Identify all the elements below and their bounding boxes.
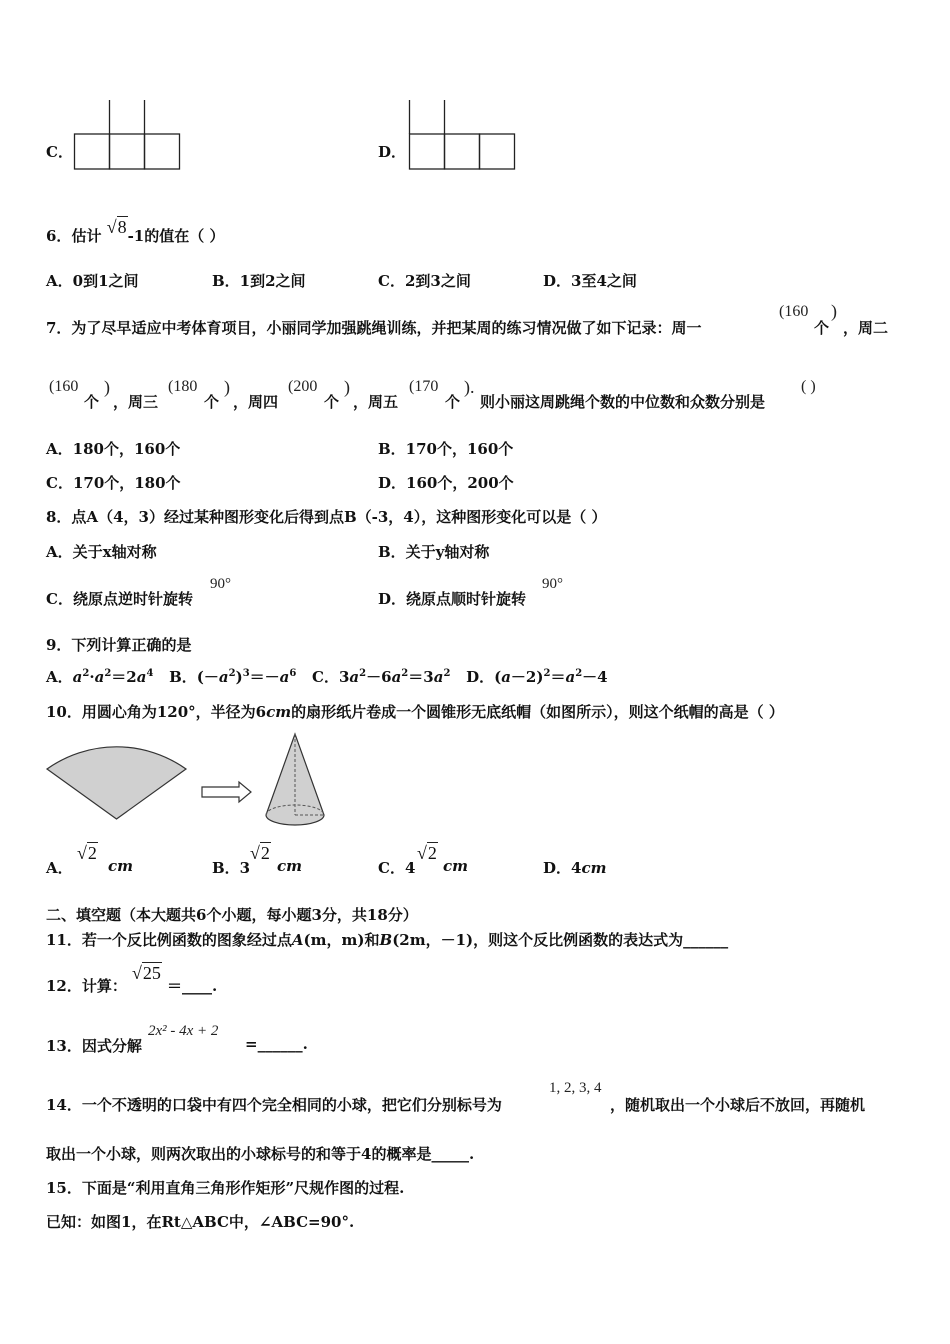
q9-options: A．$a^2\cdot a^2=2a^4$ B．$(-a^2)^3=-a^6$ C．$3a^2-6a^2=3a^2$ D．$(a-2)^2=a^2-4$ — [46, 668, 608, 686]
q8-option-b: B．关于y轴对称 — [378, 543, 490, 561]
cone-shape — [266, 734, 324, 825]
arrow-shape — [202, 782, 251, 802]
sector-shape — [47, 747, 186, 819]
q7-friday-unit: 个 — [445, 393, 461, 411]
q7-thursday-close: ) — [344, 377, 350, 397]
q13-answer-blank: =______. — [245, 1035, 308, 1053]
q13-expression: 2x² - 4x + 2 — [148, 1023, 219, 1039]
q10-stem: 10．用圆心角为120°，半径为6cm的扇形纸片卷成一个圆锥形无底纸帽（如图所示），则这个纸帽的高是（ ） — [46, 703, 784, 721]
q7-monday-unit: 个 — [814, 319, 830, 337]
q10-option-b: B．3 — [212, 859, 251, 877]
q7-option-b: B．170个，160个 — [378, 440, 514, 458]
q6-option-a: A．0到1之间 — [46, 272, 139, 290]
q15-given: 已知：如图1，在Rt△ABC中，∠ABC=90°. — [46, 1213, 355, 1231]
net-figure-d — [409, 100, 517, 172]
option-d-label: D． — [378, 143, 407, 161]
q7-thursday-unit: 个 — [324, 393, 340, 411]
q12-label: 12．计算： — [46, 977, 127, 995]
q8-option-d-angle: 90° — [542, 576, 563, 592]
q6-option-d: D．3至4之间 — [543, 272, 637, 290]
q10-figure — [44, 732, 344, 837]
q14-ball-labels: 1, 2, 3, 4 — [549, 1080, 602, 1096]
q14-stem-end: ，随机取出一个小球后不放回，再随机 — [610, 1096, 866, 1114]
q7-tuesday-close: ) — [104, 377, 110, 397]
q7-option-d: D．160个，200个 — [378, 474, 514, 492]
q7-thursday-value: (200 — [288, 378, 318, 395]
q7-stem-line1: 7．为了尽早适应中考体育项目，小丽同学加强跳绳训练，并把某周的练习情况做了如下记录：周一 — [46, 319, 702, 337]
q8-stem: 8．点A（4，3）经过某种图形变化后得到点B（-3，4），这种图形变化可以是（ ） — [46, 508, 607, 526]
q10-option-a-root: √2 — [77, 843, 97, 863]
q6-option-b: B．1到2之间 — [212, 272, 306, 290]
q7-wednesday-label: ，周三 — [113, 393, 159, 411]
option-c-label: C． — [46, 143, 73, 161]
q12-answer-blank: ＝____. — [167, 977, 218, 995]
q15-stem: 15．下面是“利用直角三角形作矩形”尺规作图的过程. — [46, 1179, 405, 1197]
q6-stem: 6．估计 √8-1的值在（ ） — [46, 217, 225, 245]
q14-stem-line2: 取出一个小球，则两次取出的小球标号的和等于4的概率是_____. — [46, 1145, 475, 1163]
q7-thursday-label: ，周四 — [233, 393, 279, 411]
q10-option-b-unit: cm — [277, 857, 303, 875]
q12-root: √25 — [132, 963, 161, 983]
q6-option-c: C．2到3之间 — [378, 272, 471, 290]
q8-option-d: D．绕原点顺时针旋转 — [378, 590, 527, 608]
q13-label: 13．因式分解 — [46, 1037, 142, 1055]
q10-option-a: A． — [46, 859, 73, 877]
q7-wednesday-value: (180 — [168, 378, 198, 395]
q7-option-a: A．180个，160个 — [46, 440, 181, 458]
q7-wednesday-close: ) — [224, 377, 230, 397]
section-2-heading: 二、填空题（本大题共6个小题，每小题3分，共18分） — [46, 906, 418, 924]
q7-monday-value: (160 — [779, 303, 809, 320]
q7-friday-value: (170 — [409, 378, 439, 395]
q11-stem: 11．若一个反比例函数的图象经过点A(m，m)和B(2m，－1)，则这个反比例函数的表达式为______ — [46, 931, 729, 949]
q10-option-c-unit: cm — [443, 857, 469, 875]
q7-tuesday-value: (160 — [49, 378, 79, 395]
q9-stem: 9．下列计算正确的是 — [46, 636, 192, 654]
q7-monday-close: ) — [831, 301, 837, 321]
q7-answer-paren: ( ) — [801, 378, 816, 395]
q7-question: 则小丽这周跳绳个数的中位数和众数分别是 — [480, 393, 766, 411]
q7-option-c: C．170个，180个 — [46, 474, 181, 492]
q10-option-c-root: √2 — [417, 843, 437, 863]
q8-option-c-angle: 90° — [210, 576, 231, 592]
q8-option-c: C．绕原点逆时针旋转 — [46, 590, 193, 608]
q14-stem-start: 14．一个不透明的口袋中有四个完全相同的小球，把它们分别标号为 — [46, 1096, 502, 1114]
net-figure-c — [74, 100, 182, 172]
q7-tuesday-label: ，周二 — [843, 319, 889, 337]
q7-tuesday-unit: 个 — [84, 393, 100, 411]
q10-option-a-unit: cm — [108, 857, 134, 875]
q8-option-a: A．关于x轴对称 — [46, 543, 157, 561]
q10-option-d: D．4cm — [543, 859, 607, 877]
q7-friday-close: ). — [464, 377, 475, 397]
q10-option-c: C．4 — [378, 859, 416, 877]
q7-friday-label: ，周五 — [353, 393, 399, 411]
q7-wednesday-unit: 个 — [204, 393, 220, 411]
q10-option-b-root: √2 — [250, 843, 270, 863]
